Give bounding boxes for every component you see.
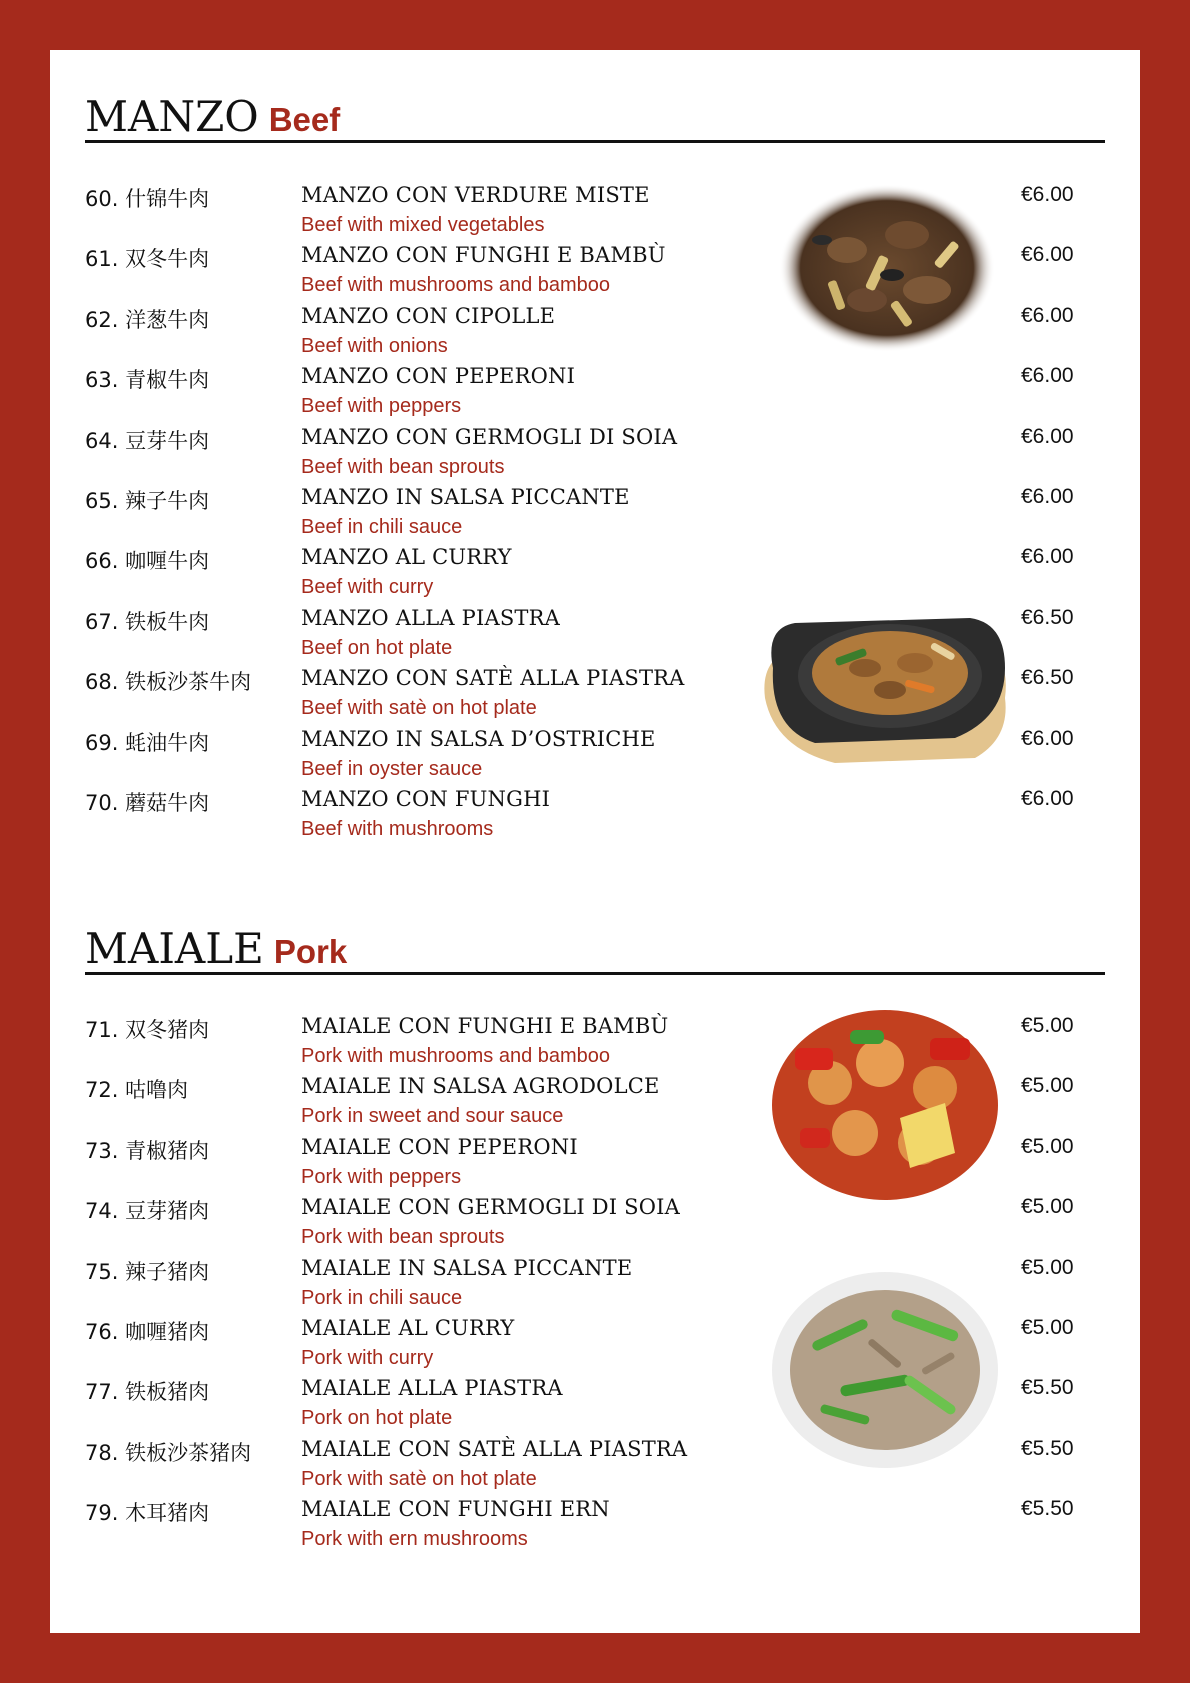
item-number-chinese-name: 61. 双冬牛肉 (85, 247, 210, 272)
item-number-chinese-name: 71. 双冬猪肉 (85, 1018, 210, 1042)
section-title-it: MANZO (85, 92, 259, 141)
item-number-chinese-name: 78. 铁板沙茶猪肉 (85, 1440, 252, 1465)
item-price: €5.00 (1021, 1134, 1074, 1158)
item-english-name: Pork on hot plate (301, 1407, 453, 1430)
item-english-name: Beef with satè on hot plate (301, 697, 537, 720)
item-english-name: Beef with onions (301, 334, 448, 357)
item-price: €5.50 (1021, 1497, 1074, 1521)
item-italian-name: MANZO CON SATÈ ALLA PIASTRA (301, 666, 685, 691)
section-header-beef (85, 90, 1105, 143)
item-english-name: Pork in sweet and sour sauce (301, 1105, 564, 1128)
item-english-name: Pork with satè on hot plate (301, 1467, 537, 1490)
item-price: €6.00 (1021, 787, 1074, 810)
item-italian-name: MAIALE IN SALSA PICCANTE (301, 1255, 633, 1280)
item-price: €6.00 (1021, 303, 1074, 327)
item-price: €5.50 (1021, 1436, 1074, 1460)
menu-item-row (50, 425, 1140, 485)
item-number-chinese-name: 79. 木耳猪肉 (85, 1501, 210, 1526)
item-english-name: Beef in oyster sauce (301, 757, 483, 780)
item-italian-name: MAIALE CON FUNGHI ERN (301, 1497, 610, 1522)
item-italian-name: MANZO CON PEPERONI (301, 364, 576, 389)
item-price: €5.50 (1021, 1376, 1074, 1400)
item-price: €5.00 (1021, 1255, 1074, 1279)
menu-item-row (50, 787, 1140, 847)
item-english-name: Beef on hot plate (301, 636, 453, 659)
section-title-it: MAIALE (85, 924, 264, 973)
beef-bamboo-dish-photo (777, 180, 997, 355)
item-italian-name: MAIALE CON GERMOGLI DI SOIA (301, 1195, 681, 1220)
item-number-chinese-name: 65. 辣子牛肉 (85, 489, 210, 513)
item-english-name: Beef in chili sauce (301, 516, 463, 538)
item-number-chinese-name: 68. 铁板沙茶牛肉 (85, 670, 252, 695)
item-italian-name: MANZO IN SALSA D’OSTRICHE (301, 726, 656, 751)
item-english-name: Pork with mushrooms and bamboo (301, 1045, 611, 1067)
item-english-name: Beef with curry (301, 576, 434, 599)
item-italian-name: MANZO CON GERMOGLI DI SOIA (301, 424, 678, 449)
item-number-chinese-name: 60. 什锦牛肉 (85, 187, 210, 211)
beef-hot-plate-photo (755, 598, 1015, 773)
item-price: €5.00 (1021, 1316, 1074, 1339)
item-price: €6.00 (1021, 243, 1074, 267)
section-title-en: Beef (268, 101, 341, 138)
item-italian-name: MANZO AL CURRY (301, 545, 512, 570)
item-italian-name: MAIALE IN SALSA AGRODOLCE (301, 1074, 660, 1099)
item-italian-name: MAIALE AL CURRY (301, 1316, 515, 1340)
section-header-pork (85, 922, 1105, 975)
item-english-name: Pork with peppers (301, 1165, 462, 1188)
item-english-name: Beef with bean sprouts (301, 455, 505, 478)
item-italian-name: MANZO CON FUNGHI E BAMBÙ (301, 243, 666, 268)
item-italian-name: MAIALE ALLA PIASTRA (301, 1376, 563, 1401)
menu-item-row (50, 545, 1140, 605)
pork-peppers-photo (770, 1270, 1000, 1470)
item-italian-name: MANZO CON CIPOLLE (301, 303, 556, 328)
item-number-chinese-name: 63. 青椒牛肉 (85, 368, 210, 393)
item-number-chinese-name: 64. 豆芽牛肉 (85, 428, 210, 453)
sweet-sour-pork-photo (770, 1008, 1000, 1203)
item-english-name: Beef with mushrooms (301, 818, 494, 840)
item-italian-name: MANZO CON FUNGHI (301, 787, 551, 811)
item-price: €5.00 (1021, 1195, 1074, 1219)
item-price: €5.00 (1021, 1014, 1074, 1037)
item-number-chinese-name: 75. 辣子猪肉 (85, 1259, 210, 1284)
item-english-name: Beef with mixed vegetables (301, 214, 545, 236)
item-english-name: Beef with peppers (301, 395, 462, 418)
item-price: €6.00 (1021, 726, 1074, 750)
section-title-en: Pork (273, 933, 348, 970)
item-price: €6.00 (1021, 545, 1074, 569)
item-english-name: Pork with curry (301, 1347, 434, 1369)
item-english-name: Pork with bean sprouts (301, 1226, 505, 1249)
item-english-name: Pork in chili sauce (301, 1286, 463, 1309)
item-number-chinese-name: 74. 豆芽猪肉 (85, 1199, 210, 1224)
item-price: €6.00 (1021, 424, 1074, 448)
item-english-name: Pork with ern mushrooms (301, 1528, 528, 1551)
item-number-chinese-name: 69. 蚝油牛肉 (85, 730, 210, 755)
item-number-chinese-name: 76. 咖喱猪肉 (85, 1320, 210, 1344)
item-price: €6.00 (1021, 485, 1074, 508)
menu-page (50, 50, 1140, 1633)
item-number-chinese-name: 66. 咖喱牛肉 (85, 549, 210, 574)
item-italian-name: MANZO IN SALSA PICCANTE (301, 485, 630, 509)
item-number-chinese-name: 62. 洋葱牛肉 (85, 307, 210, 332)
menu-item-row (50, 1195, 1140, 1255)
menu-item-row (50, 364, 1140, 424)
item-price: €6.00 (1021, 183, 1074, 206)
item-italian-name: MANZO ALLA PIASTRA (301, 605, 560, 630)
item-number-chinese-name: 72. 咕噜肉 (85, 1078, 189, 1103)
item-number-chinese-name: 70. 蘑菇牛肉 (85, 791, 210, 815)
item-number-chinese-name: 67. 铁板牛肉 (85, 609, 210, 634)
item-price: €6.50 (1021, 666, 1074, 690)
item-price: €5.00 (1021, 1074, 1074, 1098)
item-price: €6.50 (1021, 605, 1074, 629)
item-italian-name: MANZO CON VERDURE MISTE (301, 183, 650, 207)
menu-item-row (50, 1497, 1140, 1557)
item-italian-name: MAIALE CON PEPERONI (301, 1134, 578, 1159)
item-number-chinese-name: 77. 铁板猪肉 (85, 1380, 210, 1405)
item-italian-name: MAIALE CON SATÈ ALLA PIASTRA (301, 1436, 688, 1461)
item-price: €6.00 (1021, 364, 1074, 388)
menu-item-row (50, 485, 1140, 545)
item-number-chinese-name: 73. 青椒猪肉 (85, 1138, 210, 1163)
item-italian-name: MAIALE CON FUNGHI E BAMBÙ (301, 1014, 669, 1038)
item-english-name: Beef with mushrooms and bamboo (301, 274, 611, 297)
